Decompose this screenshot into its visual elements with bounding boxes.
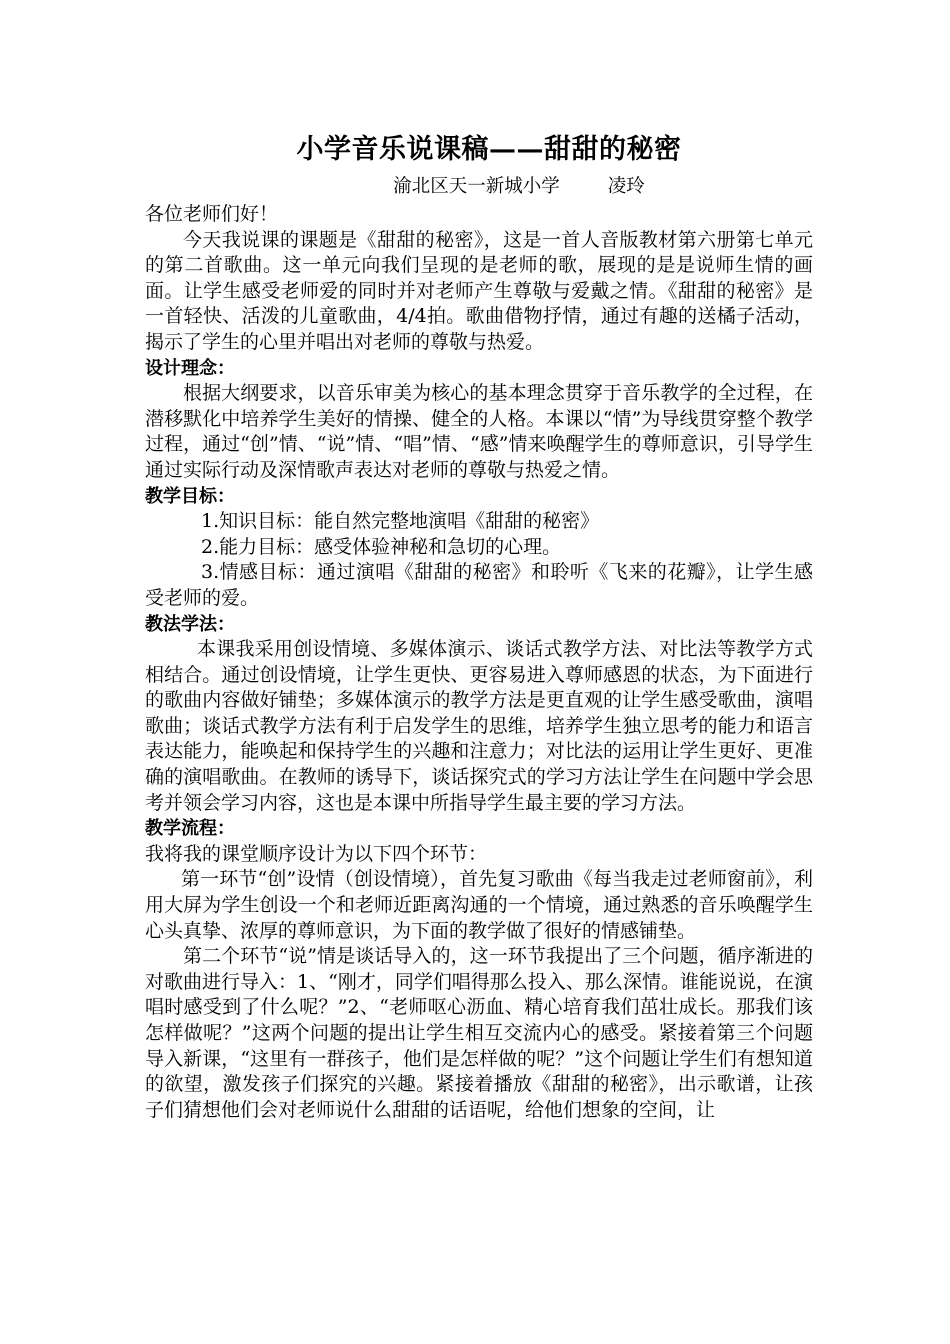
methods-paragraph: 本课我采用创设情境、多媒体演示、谈话式教学方法、对比法等教学方式相结合。通过创设情境，让学生更快、更容易进入尊师感恩的状态，为下面进行的歌曲内容做好铺垫；多媒体演示的教学方法是更直观的让学生感受歌曲，演唱歌曲；谈话式教学方法有利于启发学生的思维，培养学生独立思考的能力和语言表达能力，能唤起和保持学生的兴趣和注意力；对比法的运用让学生更好、更准确的演唱歌曲。在教师的诱导下，谈话探究式的学习方法让学生在问题中学会思考并领会学习内容，这也是本课中所指导学生最主要的学习方法。 (145, 638, 813, 814)
goal-item: 2.能力目标：感受体验神秘和急切的心理。 (201, 535, 562, 558)
process-step-2: 第二个环节“说”情是谈话导入的，这一环节我提出了三个问题，循序渐进的对歌曲进行导入：1、“刚才，同学们唱得那么投入、那么深情。谁能说说，在演唱时感受到了什么呢？”2、“老师呕心沥血、精心培育我们茁壮成长。那我们该怎样做呢？”这两个问题的提出让学生相互交流内心的感受。紧接着第三个问题导入新课，“这里有一群孩子，他们是怎样做的呢？”这个问题让学生们有想知道的欲望，激发孩子们探究的兴趣。紧接着播放《甜甜的秘密》，出示歌谱，让孩子们猜想他们会对老师说什么甜甜的话语呢，给他们想象的空间，让 (145, 945, 813, 1121)
section-heading-goals: 教学目标： (145, 485, 235, 507)
goal-item: 3.情感目标：通过演唱《甜甜的秘密》和聆听《飞来的花瓣》，让学生感受老师的爱。 (145, 561, 813, 609)
byline (145, 172, 813, 202)
school-name: 渝北区天一新城小学 (393, 176, 560, 197)
goal-item: 1.知识目标：能自然完整地演唱《甜甜的秘密》 (201, 510, 600, 533)
process-step-1: 第一环节“创”设情（创设情境），首先复习歌曲《每当我走过老师窗前》，利用大屏为学生创设一个和老师近距离沟通的一个情境，通过熟悉的音乐唤醒学生心头真挚、浓厚的尊师意识，为下面的教学做了很好的情感铺垫。 (145, 868, 813, 942)
concept-paragraph: 根据大纲要求，以音乐审美为核心的基本理念贯穿于音乐教学的全过程，在潜移默化中培养学生美好的情操、健全的人格。本课以“情”为导线贯穿整个教学过程，通过“创”情、“说”情、“唱”情、“感”情来唤醒学生的尊师意识，引导学生通过实际行动及深情歌声表达对老师的尊敬与热爱之情。 (145, 382, 813, 481)
section-heading-process: 教学流程： (145, 818, 235, 840)
greeting: 各位老师们好！ (145, 203, 279, 225)
intro-paragraph: 今天我说课的课题是《甜甜的秘密》，这是一首人音版教材第六册第七单元的第二首歌曲。这一单元向我们呈现的是老师的歌，展现的是是说师生情的画面。让学生感受老师爱的同时并对老师产生尊敬与爱戴之情。《甜甜的秘密》是一首轻快、活泼的儿童歌曲，4/4拍。歌曲借物抒情，通过有趣的送橘子活动，揭示了学生的心里并唱出对老师的尊敬与热爱。 (145, 228, 813, 353)
document-page (145, 128, 813, 1123)
document-title: 小学音乐说课稿——甜甜的秘密 (296, 134, 682, 165)
author-name: 凌玲 (607, 176, 645, 197)
section-heading-concept: 设计理念： (145, 357, 235, 379)
section-heading-methods: 教法学法： (145, 613, 235, 635)
process-lead: 我将我的课堂顺序设计为以下四个环节： (145, 842, 488, 865)
